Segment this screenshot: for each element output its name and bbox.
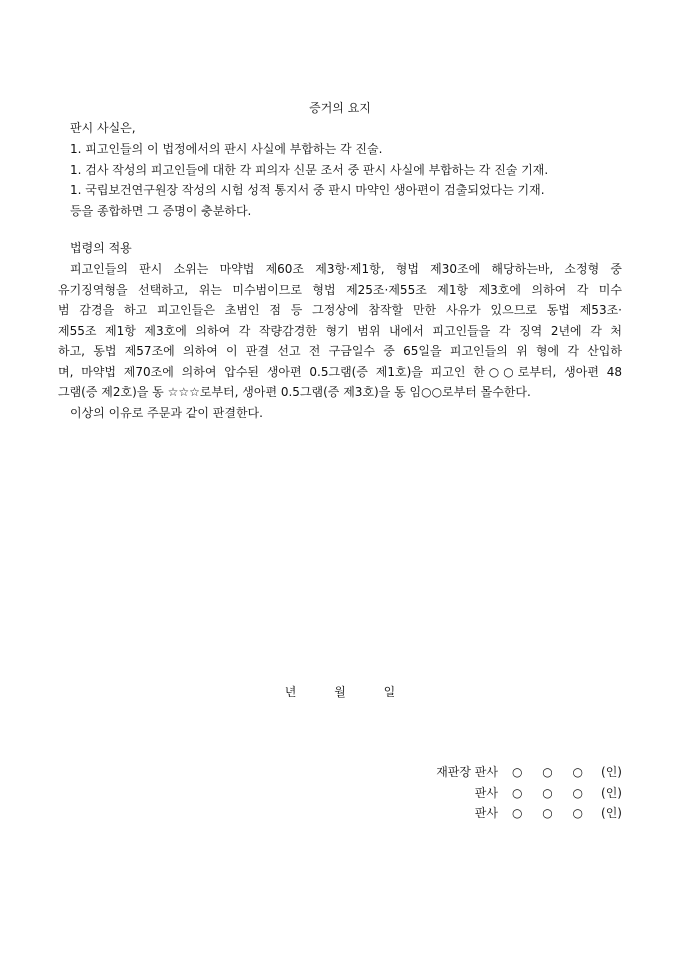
signature-name: ○ ○ ○: [511, 786, 584, 800]
signature-row-2: [475, 786, 622, 800]
signature-name: ○ ○ ○: [511, 765, 584, 779]
law-line-3: 범 감경을 하고 피고인들은 초범인 점 등 그정상에 참작할 만한 사유가 있으므로 동법 제53조·: [58, 303, 622, 317]
law-line-6: 며, 마약법 제70조에 의하여 압수된 생아편 0.5그램(증 제1호)을 피고인 한○○로부터, 생아편 48: [58, 365, 622, 379]
signature-row-3: [475, 806, 622, 820]
law-heading: 법령의 적용: [70, 241, 132, 255]
evidence-heading: 증거의 요지: [309, 101, 371, 115]
law-line-7: 그램(증 제2호)을 동 ☆☆☆로부터, 생아편 0.5그램(증 제3호)을 동 임○○로부터 몰수한다.: [58, 385, 531, 399]
law-line-5: 하고, 동법 제57조에 의하여 이 판결 선고 전 구금일수 중 65일을 피고인들의 위 형에 각 산입하: [58, 344, 622, 358]
law-line-1: 피고인들의 판시 소위는 마약법 제60조 제3항·제1항, 형법 제30조에 해당하는바, 소정형 중: [70, 262, 622, 276]
evidence-conclusion: 등을 종합하면 그 증명이 충분하다.: [70, 204, 252, 218]
law-line-4: 제55조 제1항 제3호에 의하여 각 작량감경한 형기 범위 내에서 피고인들을 각 징역 2년에 각 처: [58, 324, 622, 338]
signature-role: 판사: [474, 786, 498, 800]
signature-row-1: [436, 765, 622, 779]
law-closing: 이상의 이유로 주문과 같이 판결한다.: [70, 406, 263, 420]
signature-seal: (인): [601, 806, 622, 820]
signature-seal: (인): [601, 786, 622, 800]
law-line-2: 유기징역형을 선택하고, 위는 미수범이므로 형법 제25조·제55조 제1항 제3호에 의하여 각 미수: [58, 283, 622, 297]
date-line: 년 월 일: [284, 685, 396, 699]
evidence-item-1: 1. 피고인들의 이 법정에서의 판시 사실에 부합하는 각 진술.: [70, 142, 383, 156]
evidence-intro: 판시 사실은,: [70, 121, 136, 135]
signature-role: 판사: [474, 806, 498, 820]
signature-seal: (인): [601, 765, 622, 779]
signature-role: 재판장 판사: [436, 765, 498, 779]
signature-name: ○ ○ ○: [511, 806, 584, 820]
evidence-item-3: 1. 국립보건연구원장 작성의 시험 성적 통지서 중 판시 마약인 생아편이 검출되었다는 기재.: [70, 183, 545, 197]
evidence-item-2: 1. 검사 작성의 피고인들에 대한 각 피의자 신문 조서 중 판시 사실에 부합하는 각 진술 기재.: [70, 163, 549, 177]
